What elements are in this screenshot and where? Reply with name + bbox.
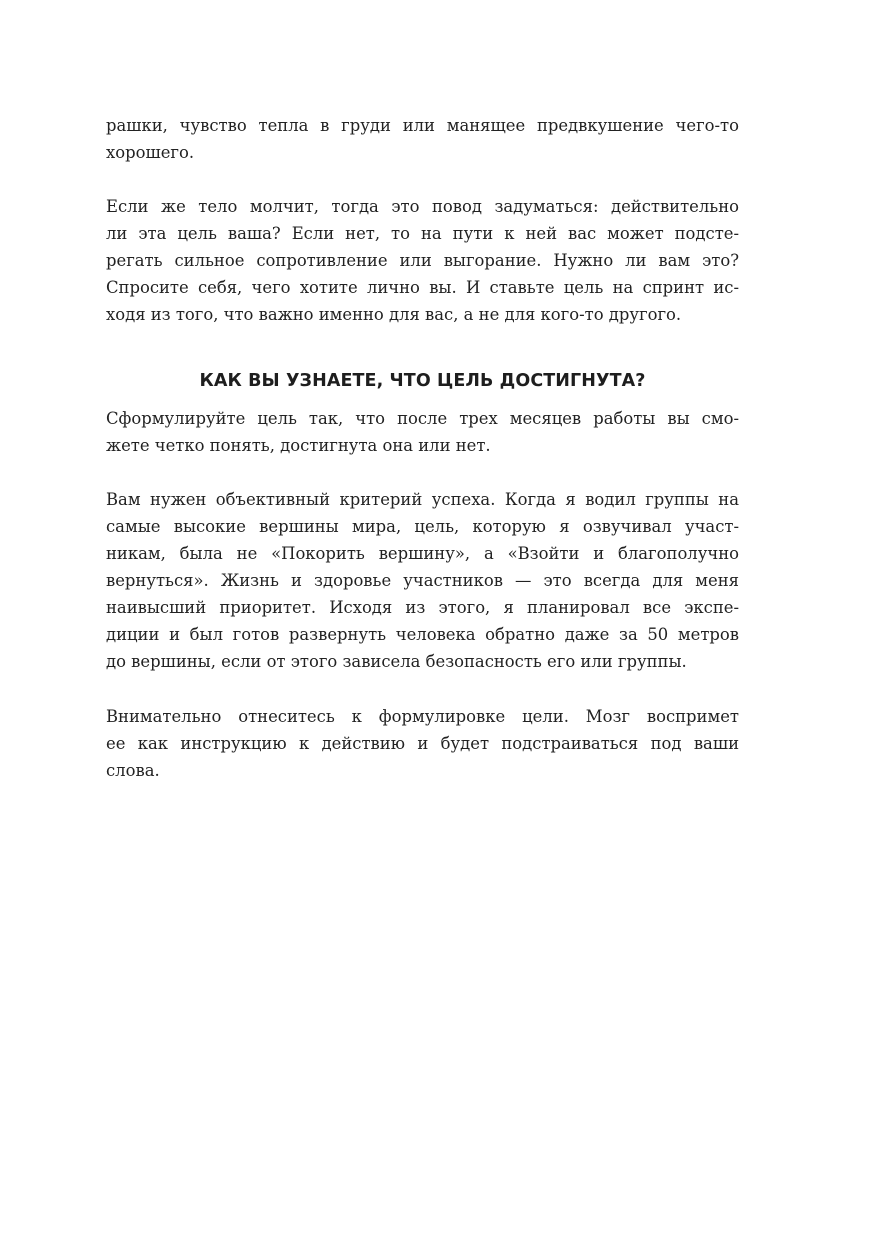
text-line: самые высокие вершины мира, цель, которую я озвучивал участ- [106, 517, 739, 536]
paragraph-success-criterion [106, 486, 739, 675]
text-line: хорошего. [106, 143, 195, 162]
text-line: никам, была не «Покорить вершину», а «Взойти и благополучно [106, 544, 739, 563]
text-line: ходя из того, что важно именно для вас, а не для кого-то другого. [106, 305, 682, 324]
text-line: вернуться». Жизнь и здоровье участников — это всегда для меня [106, 571, 739, 590]
paragraph-body-silent [106, 193, 739, 328]
text-line: Если же тело молчит, тогда это повод задуматься: действительно [106, 197, 739, 216]
text-line: регать сильное сопротивление или выгорание. Нужно ли вам это? [106, 251, 739, 270]
text-line: диции и был готов развернуть человека обратно даже за 50 метров [106, 625, 739, 644]
text-line: Вам нужен объективный критерий успеха. Когда я водил группы на [106, 490, 739, 509]
paragraph-formulate-goal [106, 405, 739, 459]
paragraph-wording [106, 703, 739, 784]
text-line: Сформулируйте цель так, что после трех месяцев работы вы смо- [106, 409, 739, 428]
text-line: ее как инструкцию к действию и будет подстраиваться под ваши [106, 734, 739, 753]
section-heading: КАК ВЫ УЗНАЕТЕ, ЧТО ЦЕЛЬ ДОСТИГНУТА? [199, 371, 646, 391]
text-line: наивысший приоритет. Исходя из этого, я планировал все экспе- [106, 598, 739, 617]
text-line: Спросите себя, чего хотите лично вы. И ставьте цель на спринт ис- [106, 278, 739, 297]
paragraph-body-sensations [106, 112, 739, 166]
text-line: ли эта цель ваша? Если нет, то на пути к ней вас может подсте- [106, 224, 739, 243]
text-line: до вершины, если от этого зависела безопасность его или группы. [106, 652, 687, 671]
text-line: Внимательно отнеситесь к формулировке цели. Мозг воспримет [106, 707, 739, 726]
text-line: слова. [106, 761, 160, 780]
text-line: жете четко понять, достигнута она или нет. [106, 436, 491, 455]
text-line: рашки, чувство тепла в груди или манящее предвкушение чего-то [106, 116, 739, 135]
